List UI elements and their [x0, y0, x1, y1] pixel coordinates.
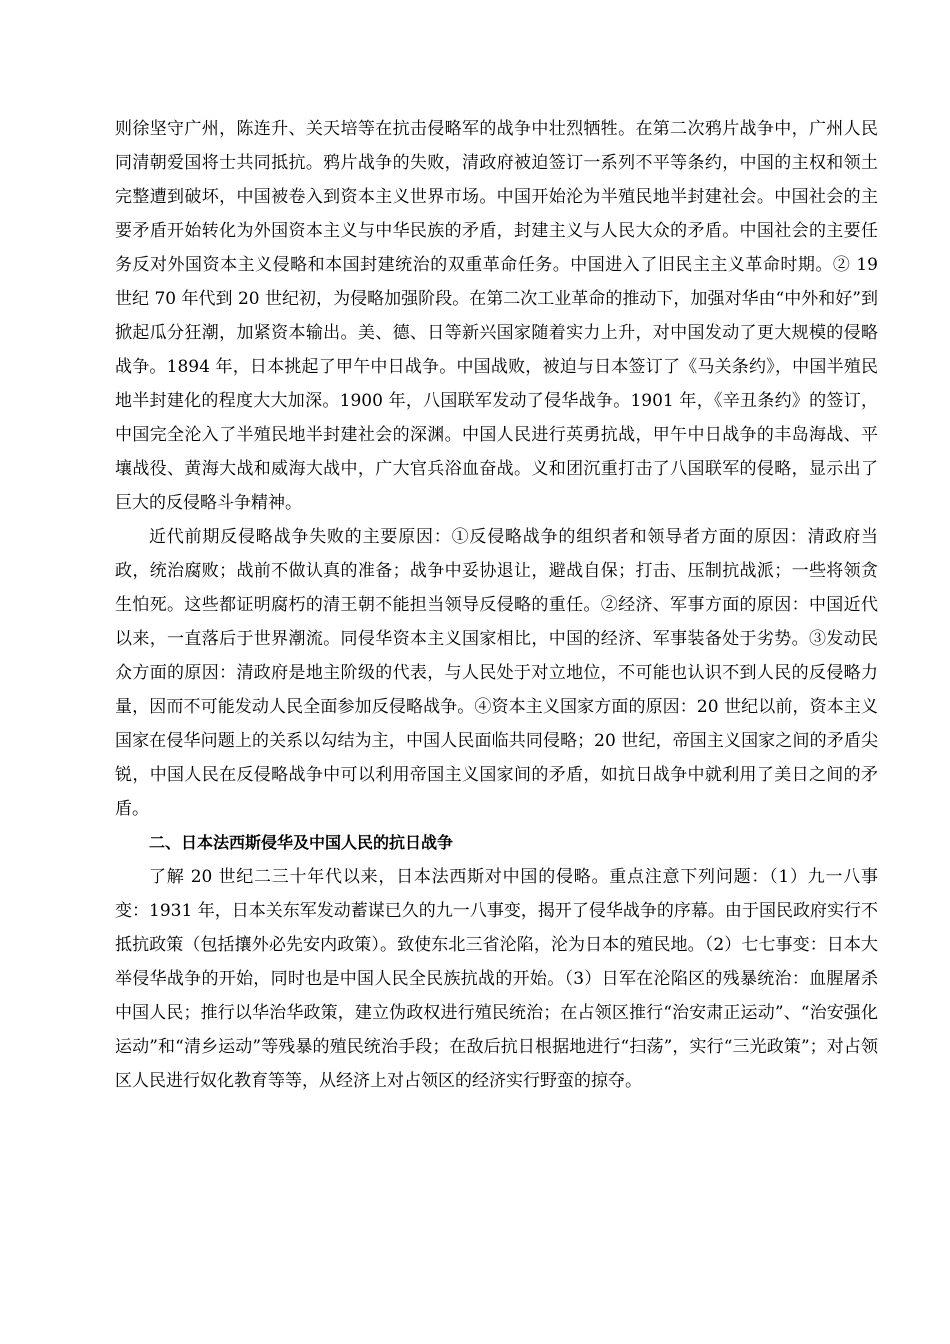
paragraph-japanese-invasion: 了解 20 世纪二三十年代以来，日本法西斯对中国的侵略。重点注意下列问题：（1）九一八事变：1931 年，日本关东军发动蓄谋已久的九一八事变，揭开了侵华战争的序幕。由于国民政府实行不抵抗政策（包括攘外必先安内政策）。致使东北三省沦陷，沦为日本的殖民地。（2）七七事变：日本大举侵华战争的开始，同时也是中国人民全民族抗战的开始。（3）日军在沦陷区的残暴统治：血腥屠杀中国人民；推行以华治华政策，建立伪政权进行殖民统治；在占领区推行“治安肃正运动”、“治安强化运动”和“清乡运动”等残暴的殖民统治手段；在敌后抗日根据地进行“扫荡”，实行“三光政策”；对占领区人民进行奴化教育等等，从经济上对占领区的经济实行野蛮的掠夺。 — [115, 867, 878, 1091]
paragraph-failure-reasons: 近代前期反侵略战争失败的主要原因：①反侵略战争的组织者和领导者方面的原因：清政府当政，统治腐败；战前不做认真的准备；战争中妥协退让，避战自保；打击、压制抗战派；一些将领贪生怕死。这些都证明腐朽的清王朝不能担当领导反侵略的重任。②经济、军事方面的原因：中国近代以来，一直落后于世界潮流。同侵华资本主义国家相比，中国的经济、军事装备处于劣势。③发动民众方面的原因：清政府是地主阶级的代表，与人民处于对立地位，不可能也认识不到人民的反侵略力量，因而不可能发动人民全面参加反侵略战争。④资本主义国家方面的原因：20 世纪以前，资本主义国家在侵华问题上的关系以勾结为主，中国人民面临共同侵略；20 世纪，帝国主义国家之间的矛盾尖锐，中国人民在反侵略战争中可以利用帝国主义国家间的矛盾，如抗日战争中就利用了美日之间的矛盾。 — [115, 527, 878, 819]
section-heading: 二、日本法西斯侵华及中国人民的抗日战争 — [149, 833, 454, 852]
paragraph-opium-war-history: 则徐坚守广州，陈连升、关天培等在抗击侵略军的战争中壮烈牺牲。在第二次鸦片战争中，广州人民同清朝爱国将士共同抵抗。鸦片战争的失败，清政府被迫签订一系列不平等条约，中国的主权和领土完整遭到破坏，中国被卷入到资本主义世界市场。中国开始沦为半殖民地半封建社会。中国社会的主要矛盾开始转化为外国资本主义与中华民族的矛盾，封建主义与人民大众的矛盾。中国社会的主要任务反对外国资本主义侵略和本国封建统治的双重革命任务。中国进入了旧民主主义革命时期。② 19 世纪 70 年代到 20 世纪初，为侵略加强阶段。在第二次工业革命的推动下，加强对华由“中外和好”到掀起瓜分狂潮，加紧资本输出。美、德、日等新兴国家随着实力上升，对中国发动了更大规模的侵略战争。1894 年，日本挑起了甲午中日战争。中国战败，被迫与日本签订了《马关条约》，中国半殖民地半封建化的程度大大加深。1900 年，八国联军发动了侵华战争。1901 年，《辛丑条约》的签订，中国完全沦入了半殖民地半封建社会的深渊。中国人民进行英勇抗战，甲午中日战争的丰岛海战、平壤战役、黄海大战和威海大战中，广大官兵浴血奋战。义和团沉重打击了八国联军的侵略，显示出了巨大的反侵略斗争精神。 — [115, 119, 878, 513]
document-page — [115, 112, 878, 1098]
